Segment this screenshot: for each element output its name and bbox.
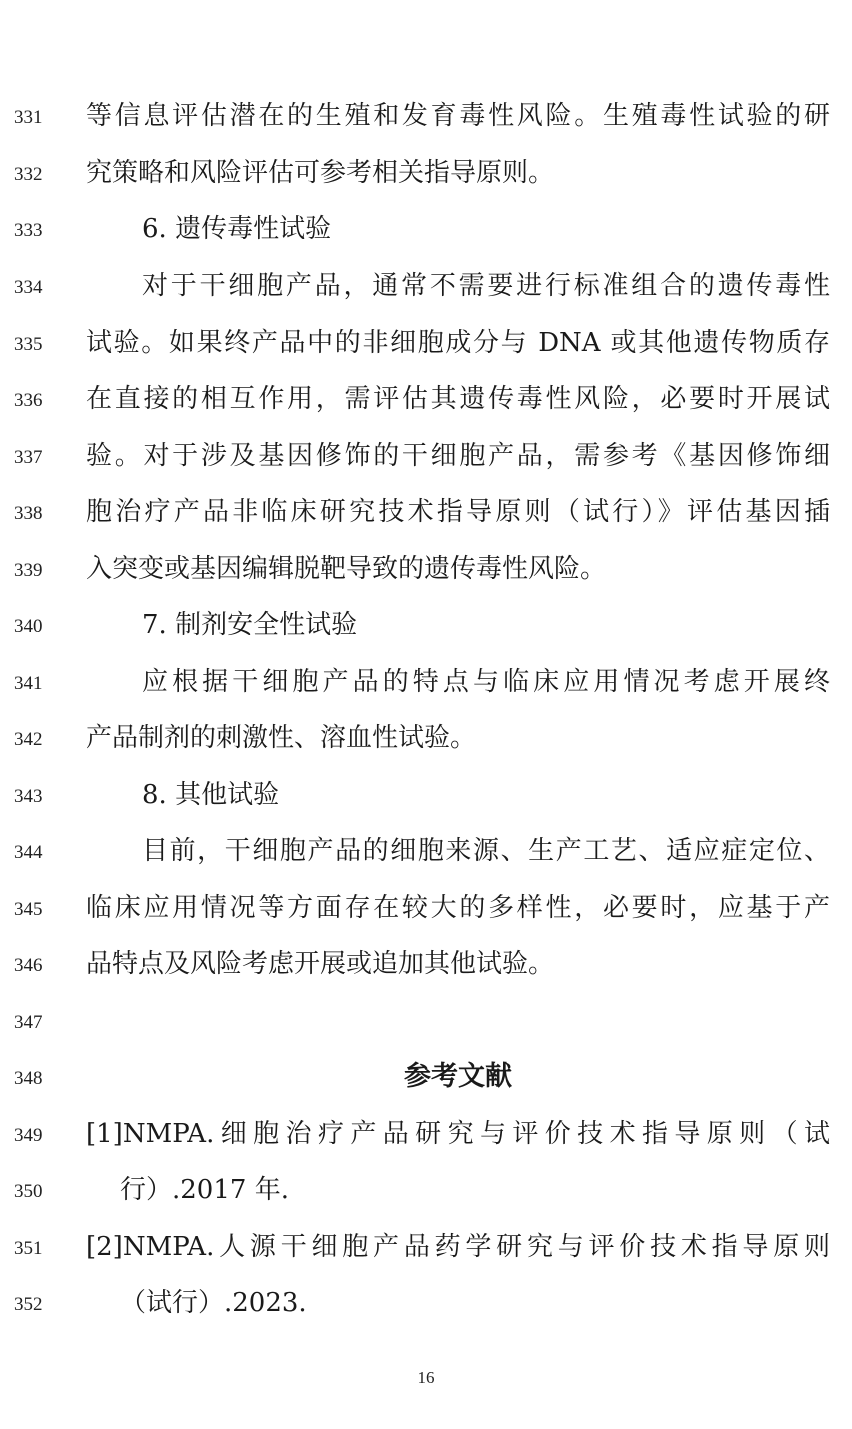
line-text: 在直接的相互作用，需评估其遗传毒性风险，必要时开展试 [86,384,830,414]
line-number: 334 [14,277,43,298]
references-heading: 参考文献 [404,1061,512,1092]
line-345 [0,884,852,940]
line-number: 336 [14,390,43,411]
line-number: 343 [14,786,43,807]
line-number: 352 [14,1294,43,1315]
line-text: 临床应用情况等方面存在较大的多样性，必要时，应基于产 [86,893,830,923]
line-347 [0,997,852,1053]
line-text: 品特点及风险考虑开展或追加其他试验。 [86,949,555,979]
line-text: 胞治疗产品非临床研究技术指导原则（试行）》评估基因插 [86,497,830,527]
line-number: 347 [14,1012,43,1033]
page-number: 16 [417,1368,435,1387]
line-350 [0,1166,852,1222]
line-337 [0,432,852,488]
line-number: 344 [14,842,43,863]
line-number: 350 [14,1181,43,1202]
line-351 [0,1223,852,1279]
line-number: 349 [14,1125,43,1146]
line-number: 333 [14,220,43,241]
line-349 [0,1110,852,1166]
line-text: 试验。如果终产品中的非细胞成分与 DNA 或其他遗传物质存 [86,328,830,358]
line-334 [0,262,852,318]
line-335 [0,319,852,375]
line-number: 332 [14,164,43,185]
line-number: 339 [14,560,43,581]
line-336 [0,375,852,431]
line-text: 验。对于涉及基因修饰的干细胞产品，需参考《基因修饰细 [86,441,830,471]
line-343 [0,771,852,827]
line-333 [0,205,852,261]
line-text: 目前，干细胞产品的细胞来源、生产工艺、适应症定位、 [142,836,830,866]
line-text: 究策略和风险评估可参考相关指导原则。 [86,158,555,188]
section-heading: 8. 其他试验 [142,780,280,810]
line-number: 331 [14,107,43,128]
line-331 [0,92,852,148]
reference-item: [1]NMPA.细胞治疗产品研究与评价技术指导原则（试 [86,1119,830,1149]
line-number: 337 [14,447,43,468]
line-number: 340 [14,616,43,637]
line-340 [0,601,852,657]
line-number: 335 [14,334,43,355]
line-339 [0,545,852,601]
line-number: 348 [14,1068,43,1089]
reference-continuation: （试行）.2023. [120,1288,307,1318]
reference-continuation: 行）.2017 年. [120,1175,289,1205]
line-text: 对于干细胞产品，通常不需要进行标准组合的遗传毒性 [142,271,830,301]
line-number: 346 [14,955,43,976]
line-text: 入突变或基因编辑脱靶导致的遗传毒性风险。 [86,554,607,584]
line-text: 应根据干细胞产品的特点与临床应用情况考虑开展终 [142,667,830,697]
line-342 [0,714,852,770]
line-text: 产品制剂的刺激性、溶血性试验。 [86,723,477,753]
reference-item: [2]NMPA.人源干细胞产品药学研究与评价技术指导原则 [86,1232,830,1262]
line-346 [0,940,852,996]
line-number: 341 [14,673,43,694]
line-338 [0,488,852,544]
line-348 [0,1053,852,1109]
line-number: 342 [14,729,43,750]
line-332 [0,149,852,205]
section-heading: 7. 制剂安全性试验 [142,610,358,640]
line-344 [0,827,852,883]
line-number: 345 [14,899,43,920]
line-number: 351 [14,1238,43,1259]
line-number: 338 [14,503,43,524]
section-heading: 6. 遗传毒性试验 [142,214,332,244]
line-341 [0,658,852,714]
line-text: 等信息评估潜在的生殖和发育毒性风险。生殖毒性试验的研 [86,101,830,131]
line-352 [0,1279,852,1335]
